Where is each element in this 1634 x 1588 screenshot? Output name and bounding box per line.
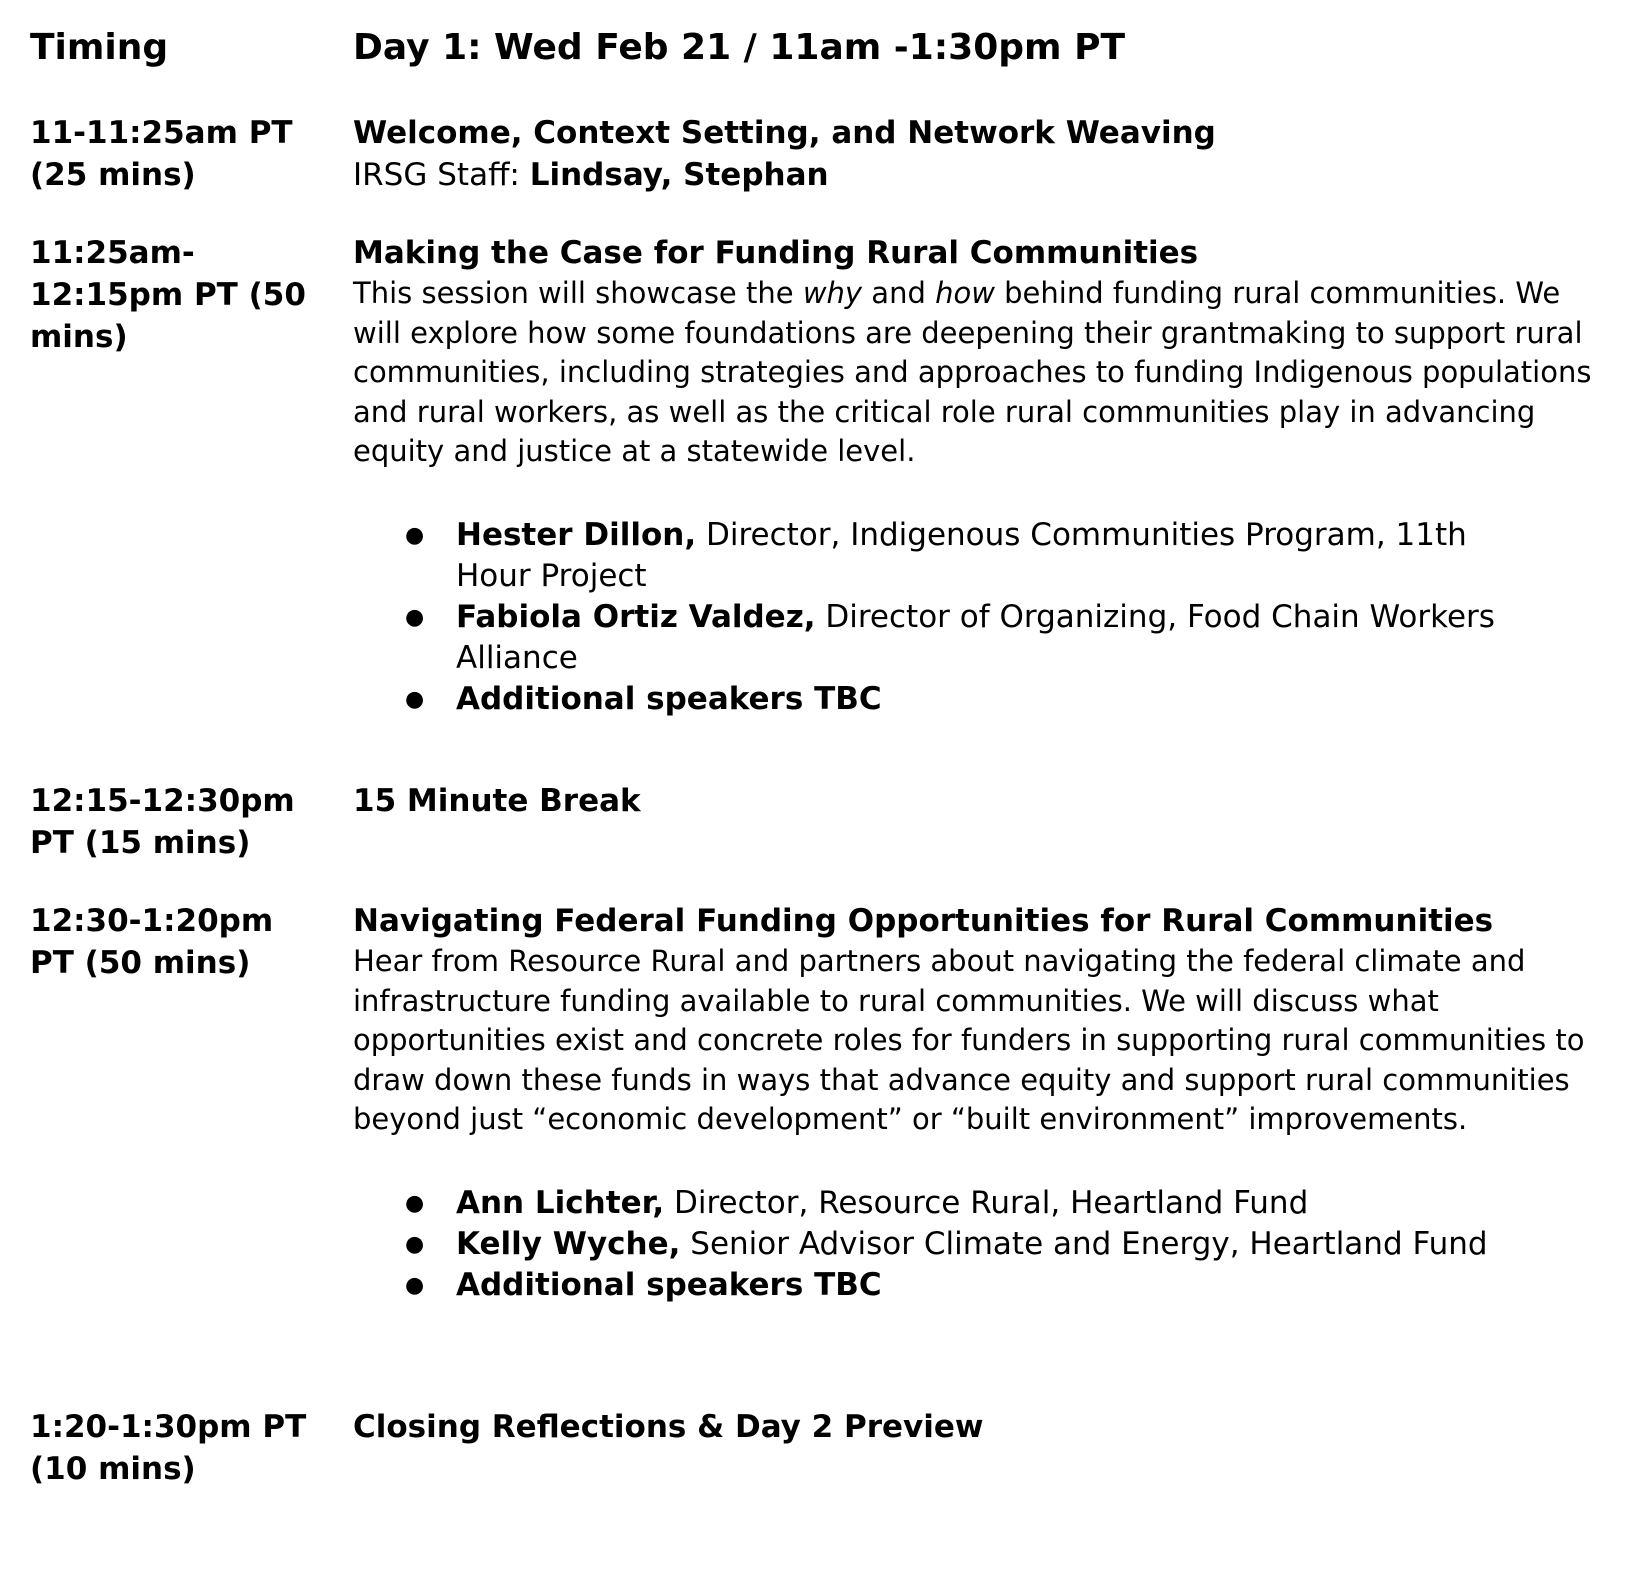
session-title: Welcome, Context Setting, and Network Weaving [353,115,1216,151]
session-title: 15 Minute Break [353,783,641,819]
session-content [353,232,1603,720]
session-time: 12:15-12:30pm PT (15 mins) [30,783,295,861]
list-item [353,1183,1501,1224]
speaker-name: Additional speakers TBC [456,1266,882,1303]
speaker-name: Hester Dillon, [456,516,697,553]
timing-column-heading: Timing [30,27,169,68]
list-item [353,1265,1501,1306]
speaker-role: Director of Organizing, Food Chain Workers Alliance [456,598,1495,676]
list-item [353,679,1501,720]
bullet-icon: ● [405,1231,425,1257]
session-time: 11:25am-12:15pm PT (50 mins) [30,235,306,355]
session-content [353,780,1603,822]
staff-names: Lindsay, Stephan [529,157,829,193]
session-title: Navigating Federal Funding Opportunities for Rural Communities [353,903,1494,939]
bullet-icon: ● [405,1272,425,1298]
speaker-list [353,1183,1603,1306]
list-item [353,1224,1501,1265]
bullet-icon: ● [405,522,425,548]
staff-label: IRSG Staff: [353,157,530,193]
session-title: Closing Reflections & Day 2 Preview [353,1409,984,1445]
session-description: Hear from Resource Rural and partners about navigating the federal climate and infrastructure funding available to rural communities. We will discuss what opportunities exist and concrete roles for funders in supporting rural communities to draw down these funds in ways that advance equity and support rural communities beyond just “economic development” or “built environment” improvements. [353,944,1585,1136]
bullet-icon: ● [405,686,425,712]
session-staff [353,154,1603,196]
session-content [353,1406,1603,1448]
speaker-list [353,515,1603,720]
session-time: 12:30-1:20pm PT (50 mins) [30,903,274,981]
session-content [353,900,1603,1306]
list-item [353,597,1501,679]
speaker-name: Fabiola Ortiz Valdez, [456,598,816,635]
session-description: This session will showcase the why and how behind funding rural communities. We will explore how some foundations are deepening their grantmaking to support rural communities, including strategies and approaches to funding Indigenous populations and rural workers, as well as the critical role rural communities play in advancing equity and justice at a statewide level. [353,276,1592,468]
list-item [353,515,1501,597]
speaker-name: Ann Lichter, [456,1184,665,1221]
speaker-role: Senior Advisor Climate and Energy, Heartland Fund [680,1225,1488,1262]
speaker-role: Director, Indigenous Communities Program, 11th Hour Project [456,516,1467,594]
speaker-name: Kelly Wyche, [456,1225,681,1262]
session-content [353,112,1603,196]
session-title: Making the Case for Funding Rural Communities [353,235,1199,271]
speaker-name: Additional speakers TBC [456,680,882,717]
bullet-icon: ● [405,1190,425,1216]
bullet-icon: ● [405,604,425,630]
session-time: 11-11:25am PT (25 mins) [30,115,293,193]
speaker-role: Director, Resource Rural, Heartland Fund [664,1184,1309,1221]
agenda-header [30,26,1610,76]
day-heading: Day 1: Wed Feb 21 / 11am -1:30pm PT [353,27,1126,68]
session-time: 1:20-1:30pm PT (10 mins) [30,1409,307,1487]
